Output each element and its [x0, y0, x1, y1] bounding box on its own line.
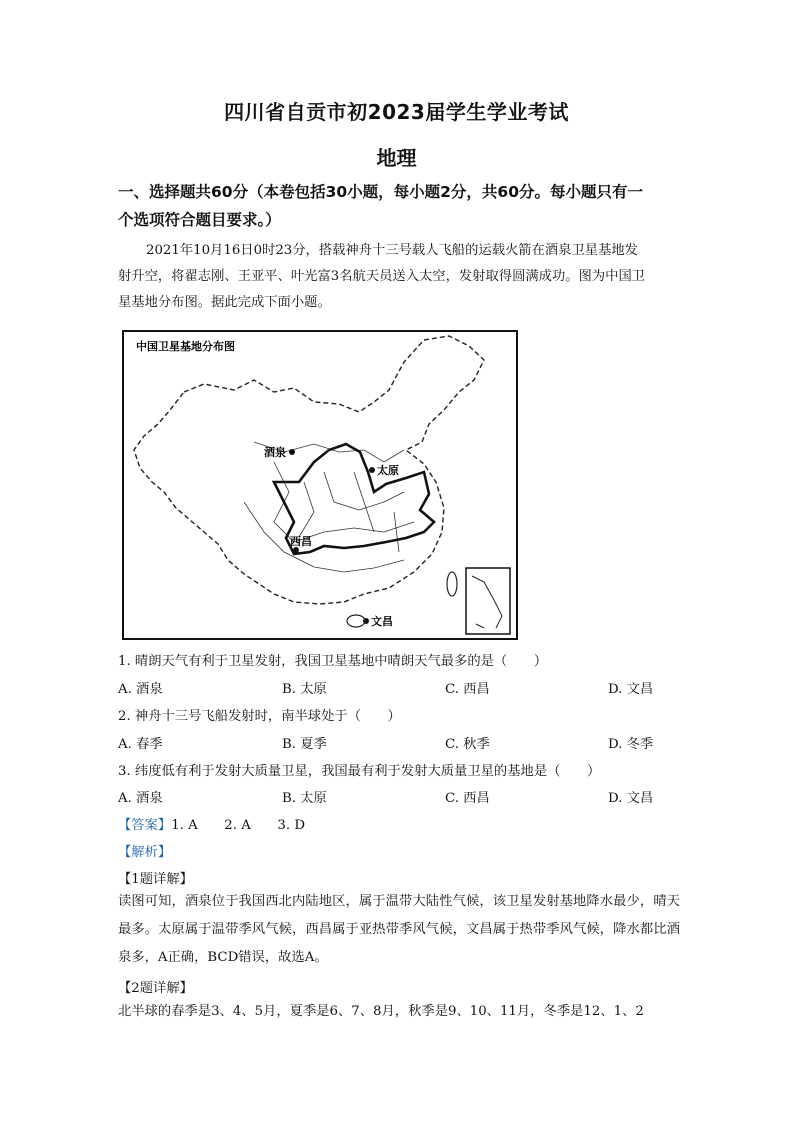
label-jiuquan: 酒泉 [264, 446, 286, 459]
q2-detail-tag: 【2题详解】 [118, 981, 193, 996]
q1-option-b: B. 太原 [282, 682, 327, 697]
section-heading [118, 178, 680, 234]
hainan-island [347, 615, 365, 627]
intro-line1: 2021年10月16日0时23分，搭载神舟十三号载人飞船的运载火箭在酒泉卫星基地发 [146, 243, 638, 258]
analysis-tag: 【解析】 [118, 845, 172, 860]
question-2-stem: 2. 神舟十三号飞船发射时，南半球处于（ ） [118, 709, 401, 724]
china-map-svg [124, 332, 516, 638]
inset-coast [472, 576, 502, 628]
q1-option-a: A. 酒泉 [118, 682, 163, 697]
province-lines [244, 442, 414, 572]
exam-title: 四川省自贡市初2023届学生学业考试 [224, 100, 569, 124]
q1-detail-text: 读图可知，酒泉位于我国西北内陆地区，属于温带大陆性气候，该卫星发射基地降水最少，晴天最多。太原属于温带季风气候，西昌属于亚热带季风气候，文昌属于热带季风气候，降水都比酒泉多，A正确，BCD错误，故选A。 [118, 894, 680, 965]
south-sea-inset [466, 568, 510, 634]
q3-option-d: D. 文昌 [608, 791, 654, 806]
answer-line [118, 814, 305, 833]
subject-title: 地理 [376, 146, 417, 170]
intro-paragraph [118, 238, 680, 316]
q2-option-b: B. 夏季 [282, 737, 327, 752]
q2-option-d: D. 冬季 [608, 737, 654, 752]
q2-option-a: A. 春季 [118, 737, 163, 752]
marker-jiuquan [289, 449, 295, 455]
intro-line2: 射升空，将翟志刚、王亚平、叶光富3名航天员送入太空，发射取得圆满成功。图为中国卫 [118, 269, 646, 284]
q1-option-c: C. 西昌 [445, 682, 490, 697]
satellite-base-map [122, 330, 518, 640]
q2-option-c: C. 秋季 [445, 737, 490, 752]
section-heading-line2: 个选项符合题目要求。） [118, 211, 281, 229]
q3-option-b: B. 太原 [282, 791, 327, 806]
taiwan-island [447, 572, 457, 596]
question-3-stem: 3. 纬度低有利于发射大质量卫星，我国最有利于发射大质量卫星的基地是（ ） [118, 764, 601, 779]
marker-taiyuan [369, 467, 375, 473]
intro-line3: 星基地分布图。据此完成下面小题。 [118, 295, 331, 310]
section-heading-line1: 一、选择题共60分（本卷包括30小题，每小题2分，共60分。每小题只有一 [118, 183, 643, 201]
q3-option-a: A. 酒泉 [118, 791, 163, 806]
answer-tag: 【答案】 [118, 818, 172, 833]
marker-wenchang [363, 618, 369, 624]
label-wenchang: 文昌 [371, 615, 393, 628]
map-title: 中国卫星基地分布图 [136, 340, 235, 353]
label-xichang: 西昌 [290, 535, 312, 548]
q3-option-c: C. 西昌 [445, 791, 490, 806]
label-taiyuan: 太原 [377, 464, 399, 477]
q1-detail-tag: 【1题详解】 [118, 872, 193, 887]
q1-option-d: D. 文昌 [608, 682, 654, 697]
q2-detail-text: 北半球的春季是3、4、5月，夏季是6、7、8月，秋季是9、10、11月，冬季是12、1、2 [118, 1004, 644, 1019]
question-1-stem: 1. 晴朗天气有利于卫星发射，我国卫星基地中晴朗天气最多的是（ ） [118, 654, 548, 669]
answer-values: 1. A 2. A 3. D [171, 818, 305, 833]
